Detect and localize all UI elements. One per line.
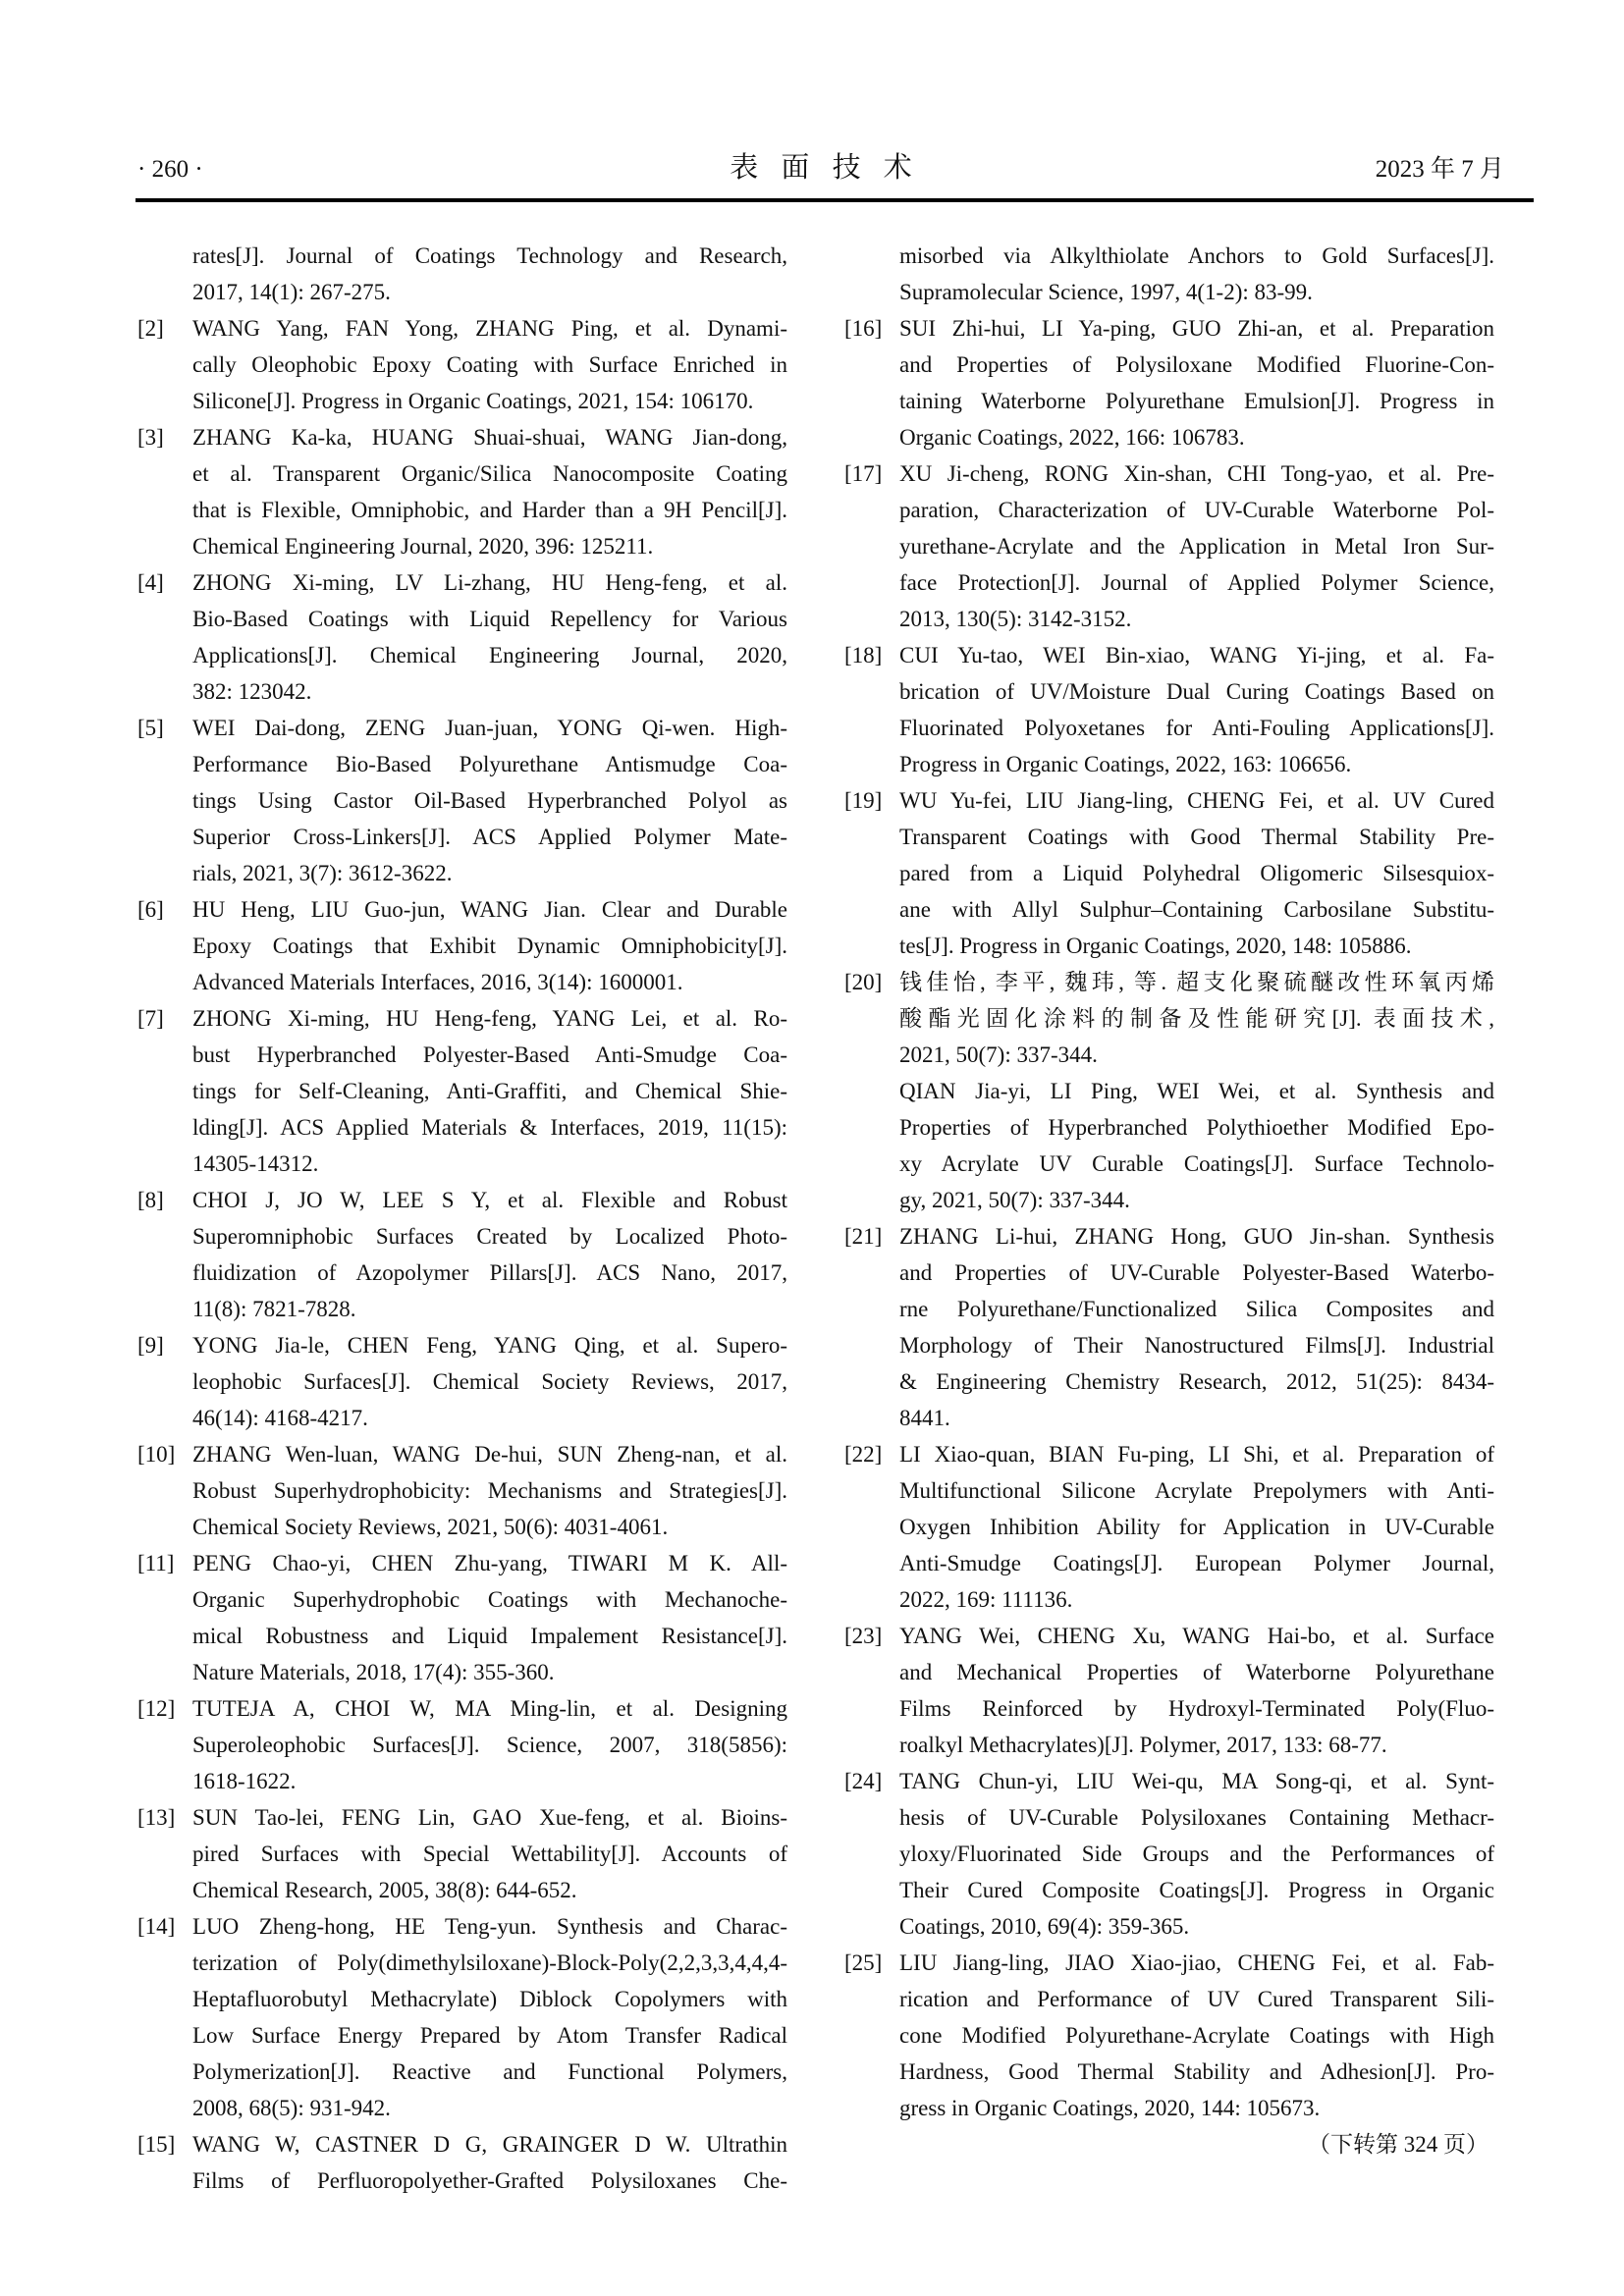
reference-text — [192, 1000, 787, 1182]
reference-line: Epoxy Coatings that Exhibit Dynamic Omniphobicity[J]. — [192, 934, 787, 958]
reference-number: [25] — [844, 1950, 883, 1975]
reference-number — [844, 1073, 899, 1218]
reference-number: [21] — [844, 1224, 883, 1249]
reference-line: et al. Transparent Organic/Silica Nanocomposite Coating — [192, 461, 787, 486]
reference-number — [844, 238, 899, 310]
reference-line: pired Surfaces with Special Wettability[J]. Accounts of — [192, 1842, 787, 1866]
reference-line: Morphology of Their Nanostructured Films[J]. Industrial — [899, 1333, 1494, 1358]
reference-line: WANG Yang, FAN Yong, ZHANG Ping, et al. Dynami- — [192, 316, 787, 341]
reference-line: paration, Characterization of UV-Curable Waterborne Pol- — [899, 498, 1494, 522]
reference-line: 2013, 130(5): 3142-3152. — [899, 607, 1132, 631]
reference-line: rication and Performance of UV Cured Transparent Sili- — [899, 1987, 1494, 2011]
reference-line: and Properties of UV-Curable Polyester-Based Waterbo- — [899, 1260, 1494, 1285]
references-column-right — [844, 238, 1494, 2199]
reference-line: ane with Allyl Sulphur–Containing Carbosilane Substitu- — [899, 897, 1494, 922]
reference-line: and Properties of Polysiloxane Modified Fluorine-Con- — [899, 352, 1494, 377]
reference-line: ZHANG Li-hui, ZHANG Hong, GUO Jin-shan. Synthesis — [899, 1224, 1494, 1249]
reference-text — [192, 1908, 787, 2126]
reference-line: face Protection[J]. Journal of Applied Polymer Science, — [899, 570, 1494, 595]
reference-line: that is Flexible, Omniphobic, and Harder than a 9H Pencil[J]. — [192, 498, 787, 522]
reference-line: TANG Chun-yi, LIU Wei-qu, MA Song-qi, et al. Synt- — [899, 1769, 1494, 1793]
reference-line: mical Robustness and Liquid Impalement Resistance[J]. — [192, 1624, 787, 1648]
reference-line: ZHONG Xi-ming, HU Heng-feng, YANG Lei, et al. Ro- — [192, 1006, 787, 1031]
reference-line: 14305-14312. — [192, 1151, 319, 1176]
reference-item — [844, 782, 1494, 964]
reference-text — [899, 1763, 1494, 1945]
reference-number: [7] — [137, 1006, 164, 1031]
reference-line: TUTEJA A, CHOI W, MA Ming-lin, et al. Designing — [192, 1696, 787, 1721]
reference-item — [844, 310, 1494, 455]
reference-line: rates[J]. Journal of Coatings Technology and Research, — [192, 243, 787, 268]
reference-text — [192, 564, 787, 710]
issue-date: 2023 年 7 月 — [1375, 156, 1504, 183]
reference-text — [192, 2126, 787, 2199]
reference-number: [20] — [844, 970, 883, 994]
reference-line: QIAN Jia-yi, LI Ping, WEI Wei, et al. Synthesis and — [899, 1079, 1494, 1103]
reference-line: misorbed via Alkylthiolate Anchors to Gold Surfaces[J]. — [899, 243, 1494, 268]
reference-line: WEI Dai-dong, ZENG Juan-juan, YONG Qi-wen. High- — [192, 716, 787, 740]
reference-line: & Engineering Chemistry Research, 2012, 51(25): 8434- — [899, 1369, 1494, 1394]
reference-line: Robust Superhydrophobicity: Mechanisms and Strategies[J]. — [192, 1478, 787, 1503]
reference-line: 酸酯光固化涂料的制备及性能研究[J]. 表面技术, — [899, 1006, 1494, 1031]
reference-number: [3] — [137, 425, 164, 450]
reference-text — [899, 1218, 1494, 1436]
reference-text — [192, 238, 787, 310]
reference-line: LI Xiao-quan, BIAN Fu-ping, LI Shi, et al. Preparation of — [899, 1442, 1494, 1467]
reference-line: Oxygen Inhibition Ability for Application in UV-Curable — [899, 1515, 1494, 1539]
reference-text — [192, 1327, 787, 1436]
reference-line: 2017, 14(1): 267-275. — [192, 280, 391, 304]
reference-number: [22] — [844, 1442, 883, 1467]
reference-text — [192, 1182, 787, 1327]
reference-line: Progress in Organic Coatings, 2022, 163: 106656. — [899, 752, 1352, 776]
reference-line: Applications[J]. Chemical Engineering Journal, 2020, — [192, 643, 787, 667]
reference-line: PENG Chao-yi, CHEN Zhu-yang, TIWARI M K. All- — [192, 1551, 787, 1575]
reference-line: Silicone[J]. Progress in Organic Coatings, 2021, 154: 106170. — [192, 389, 754, 413]
references-section — [137, 238, 1494, 2199]
reference-line: Anti-Smudge Coatings[J]. European Polymer Journal, — [899, 1551, 1494, 1575]
reference-line: and Mechanical Properties of Waterborne Polyurethane — [899, 1660, 1494, 1684]
reference-text — [899, 455, 1494, 637]
reference-line: Supramolecular Science, 1997, 4(1-2): 83-99. — [899, 280, 1313, 304]
reference-line: Fluorinated Polyoxetanes for Anti-Fouling Applications[J]. — [899, 716, 1494, 740]
reference-line: Films of Perfluoropolyether-Grafted Polysiloxanes Che- — [192, 2168, 787, 2193]
reference-number: [13] — [137, 1805, 176, 1830]
reference-text — [192, 419, 787, 564]
reference-item — [844, 964, 1494, 1073]
reference-line: YONG Jia-le, CHEN Feng, YANG Qing, et al. Supero- — [192, 1333, 787, 1358]
reference-item — [844, 1218, 1494, 1436]
reference-item — [844, 1073, 1494, 1218]
continuation-note: （下转第 324 页） — [1308, 2132, 1489, 2157]
reference-number — [137, 238, 192, 310]
reference-item — [844, 455, 1494, 637]
reference-item — [844, 1945, 1494, 2126]
header-rule — [135, 198, 1534, 202]
reference-line: Transparent Coatings with Good Thermal Stability Pre- — [899, 825, 1494, 849]
reference-line: Polymerization[J]. Reactive and Functional Polymers, — [192, 2059, 787, 2084]
reference-number: [5] — [137, 716, 164, 740]
reference-line: xy Acrylate UV Curable Coatings[J]. Surface Technolo- — [899, 1151, 1494, 1176]
reference-number: [11] — [137, 1551, 175, 1575]
reference-line: 46(14): 4168-4217. — [192, 1406, 368, 1430]
reference-line: YANG Wei, CHENG Xu, WANG Hai-bo, et al. Surface — [899, 1624, 1494, 1648]
reference-line: 2008, 68(5): 931-942. — [192, 2096, 391, 2120]
reference-text — [899, 1618, 1494, 1763]
reference-line: ZHONG Xi-ming, LV Li-zhang, HU Heng-feng, et al. — [192, 570, 787, 595]
reference-item — [844, 238, 1494, 310]
reference-number: [18] — [844, 643, 883, 667]
reference-item — [844, 1436, 1494, 1618]
reference-line: 382: 123042. — [192, 679, 312, 704]
reference-line: 11(8): 7821-7828. — [192, 1297, 356, 1321]
reference-line: 8441. — [899, 1406, 950, 1430]
references-column-left — [137, 238, 787, 2199]
page-header — [137, 145, 1504, 186]
reference-number: [15] — [137, 2132, 176, 2157]
reference-item — [137, 2126, 787, 2199]
reference-line: Organic Coatings, 2022, 166: 106783. — [899, 425, 1245, 450]
reference-text — [899, 637, 1494, 782]
reference-line: Organic Superhydrophobic Coatings with Mechanoche- — [192, 1587, 787, 1612]
reference-text — [899, 1436, 1494, 1618]
reference-number: [12] — [137, 1696, 176, 1721]
reference-line: Multifunctional Silicone Acrylate Prepolymers with Anti- — [899, 1478, 1494, 1503]
reference-text — [899, 1945, 1494, 2126]
reference-line: Chemical Research, 2005, 38(8): 644-652. — [192, 1878, 577, 1902]
reference-item — [137, 1000, 787, 1182]
reference-line: WU Yu-fei, LIU Jiang-ling, CHENG Fei, et al. UV Cured — [899, 788, 1494, 813]
reference-line: gy, 2021, 50(7): 337-344. — [899, 1188, 1130, 1212]
reference-line: CUI Yu-tao, WEI Bin-xiao, WANG Yi-jing, et al. Fa- — [899, 643, 1494, 667]
reference-line: CHOI J, JO W, LEE S Y, et al. Flexible and Robust — [192, 1188, 787, 1212]
reference-line: terization of Poly(dimethylsiloxane)-Block-Poly(2,2,3,3,4,4,4- — [192, 1950, 787, 1975]
reference-line: Heptafluorobutyl Methacrylate) Diblock Copolymers with — [192, 1987, 787, 2011]
reference-line: ZHANG Wen-luan, WANG De-hui, SUN Zheng-nan, et al. — [192, 1442, 787, 1467]
reference-line: Advanced Materials Interfaces, 2016, 3(14): 1600001. — [192, 970, 683, 994]
reference-line: SUN Tao-lei, FENG Lin, GAO Xue-feng, et al. Bioins- — [192, 1805, 787, 1830]
reference-text — [899, 238, 1494, 310]
reference-line: LIU Jiang-ling, JIAO Xiao-jiao, CHENG Fei, et al. Fab- — [899, 1950, 1494, 1975]
reference-number: [16] — [844, 316, 883, 341]
reference-item — [137, 710, 787, 891]
reference-line: bust Hyperbranched Polyester-Based Anti-Smudge Coa- — [192, 1042, 787, 1067]
reference-line: Low Surface Energy Prepared by Atom Transfer Radical — [192, 2023, 787, 2048]
reference-line: Chemical Engineering Journal, 2020, 396: 125211. — [192, 534, 654, 559]
reference-item — [137, 1908, 787, 2126]
page-number: · 260 · — [137, 156, 203, 183]
reference-line: cone Modified Polyurethane-Acrylate Coatings with High — [899, 2023, 1494, 2048]
reference-line: ZHANG Ka-ka, HUANG Shuai-shuai, WANG Jian-dong, — [192, 425, 787, 450]
reference-line: leophobic Surfaces[J]. Chemical Society Reviews, 2017, — [192, 1369, 787, 1394]
reference-text — [192, 710, 787, 891]
reference-line: 2021, 50(7): 337-344. — [899, 1042, 1098, 1067]
reference-line: hesis of UV-Curable Polysiloxanes Containing Methacr- — [899, 1805, 1494, 1830]
reference-line: gress in Organic Coatings, 2020, 144: 105673. — [899, 2096, 1321, 2120]
reference-line: taining Waterborne Polyurethane Emulsion[J]. Progress in — [899, 389, 1494, 413]
reference-item — [137, 564, 787, 710]
reference-item — [844, 637, 1494, 782]
reference-text — [192, 1545, 787, 1690]
reference-line: cally Oleophobic Epoxy Coating with Surface Enriched in — [192, 352, 787, 377]
reference-number: [17] — [844, 461, 883, 486]
reference-number: [23] — [844, 1624, 883, 1648]
reference-line: pared from a Liquid Polyhedral Oligomeric Silsesquiox- — [899, 861, 1494, 885]
reference-line: yurethane-Acrylate and the Application in Metal Iron Sur- — [899, 534, 1494, 559]
reference-line: Nature Materials, 2018, 17(4): 355-360. — [192, 1660, 555, 1684]
reference-line: tings for Self-Cleaning, Anti-Graffiti, and Chemical Shie- — [192, 1079, 787, 1103]
reference-number: [10] — [137, 1442, 176, 1467]
reference-number: [19] — [844, 788, 883, 813]
reference-text — [192, 1799, 787, 1908]
reference-line: lding[J]. ACS Applied Materials & Interfaces, 2019, 11(15): — [192, 1115, 787, 1140]
reference-line: Coatings, 2010, 69(4): 359-365. — [899, 1914, 1190, 1939]
reference-line: roalkyl Methacrylates)[J]. Polymer, 2017, 133: 68-77. — [899, 1733, 1387, 1757]
reference-line: rials, 2021, 3(7): 3612-3622. — [192, 861, 453, 885]
reference-line: Bio-Based Coatings with Liquid Repellency for Various — [192, 607, 787, 631]
reference-text — [192, 1436, 787, 1545]
reference-item — [137, 1182, 787, 1327]
reference-text — [192, 1690, 787, 1799]
reference-line: brication of UV/Moisture Dual Curing Coatings Based on — [899, 679, 1494, 704]
reference-item — [137, 1436, 787, 1545]
reference-line: fluidization of Azopolymer Pillars[J]. ACS Nano, 2017, — [192, 1260, 787, 1285]
reference-item — [137, 1799, 787, 1908]
reference-item — [137, 419, 787, 564]
reference-line: tes[J]. Progress in Organic Coatings, 2020, 148: 105886. — [899, 934, 1412, 958]
reference-number: [14] — [137, 1914, 176, 1939]
reference-number: [8] — [137, 1188, 164, 1212]
reference-line: Hardness, Good Thermal Stability and Adhesion[J]. Pro- — [899, 2059, 1494, 2084]
reference-item — [137, 1327, 787, 1436]
reference-item — [137, 238, 787, 310]
reference-number: [4] — [137, 570, 164, 595]
reference-number: [9] — [137, 1333, 164, 1358]
reference-line: Chemical Society Reviews, 2021, 50(6): 4031-4061. — [192, 1515, 669, 1539]
reference-line: Their Cured Composite Coatings[J]. Progress in Organic — [899, 1878, 1494, 1902]
reference-number: [2] — [137, 316, 164, 341]
reference-item — [137, 1545, 787, 1690]
reference-item — [137, 1690, 787, 1799]
reference-line: SUI Zhi-hui, LI Ya-ping, GUO Zhi-an, et al. Preparation — [899, 316, 1494, 341]
reference-number: [24] — [844, 1769, 883, 1793]
reference-line: Performance Bio-Based Polyurethane Antismudge Coa- — [192, 752, 787, 776]
reference-item — [137, 310, 787, 419]
reference-text — [192, 891, 787, 1000]
reference-line: HU Heng, LIU Guo-jun, WANG Jian. Clear and Durable — [192, 897, 787, 922]
reference-line: rne Polyurethane/Functionalized Silica Composites and — [899, 1297, 1494, 1321]
reference-line: yloxy/Fluorinated Side Groups and the Performances of — [899, 1842, 1494, 1866]
reference-line: LUO Zheng-hong, HE Teng-yun. Synthesis and Charac- — [192, 1914, 787, 1939]
reference-item — [137, 891, 787, 1000]
reference-text — [899, 1073, 1494, 1218]
reference-number: [6] — [137, 897, 164, 922]
reference-text — [899, 964, 1494, 1073]
reference-line: XU Ji-cheng, RONG Xin-shan, CHI Tong-yao, et al. Pre- — [899, 461, 1494, 486]
reference-line: 2022, 169: 111136. — [899, 1587, 1073, 1612]
reference-text — [899, 310, 1494, 455]
reference-line: Films Reinforced by Hydroxyl-Terminated Poly(Fluo- — [899, 1696, 1494, 1721]
reference-line: WANG W, CASTNER D G, GRAINGER D W. Ultrathin — [192, 2132, 787, 2157]
reference-text — [899, 782, 1494, 964]
reference-line: Properties of Hyperbranched Polythioether Modified Epo- — [899, 1115, 1494, 1140]
reference-line: 钱佳怡, 李平, 魏玮, 等. 超支化聚硫醚改性环氧丙烯 — [899, 970, 1494, 994]
reference-text — [192, 310, 787, 419]
reference-line: Superoleophobic Surfaces[J]. Science, 2007, 318(5856): — [192, 1733, 787, 1757]
reference-item — [844, 1763, 1494, 1945]
reference-line: tings Using Castor Oil-Based Hyperbranched Polyol as — [192, 788, 787, 813]
reference-line: Superomniphobic Surfaces Created by Localized Photo- — [192, 1224, 787, 1249]
reference-line: 1618-1622. — [192, 1769, 297, 1793]
journal-title: 表 面 技 术 — [730, 152, 912, 184]
reference-line: Superior Cross-Linkers[J]. ACS Applied Polymer Mate- — [192, 825, 787, 849]
reference-item — [844, 1618, 1494, 1763]
